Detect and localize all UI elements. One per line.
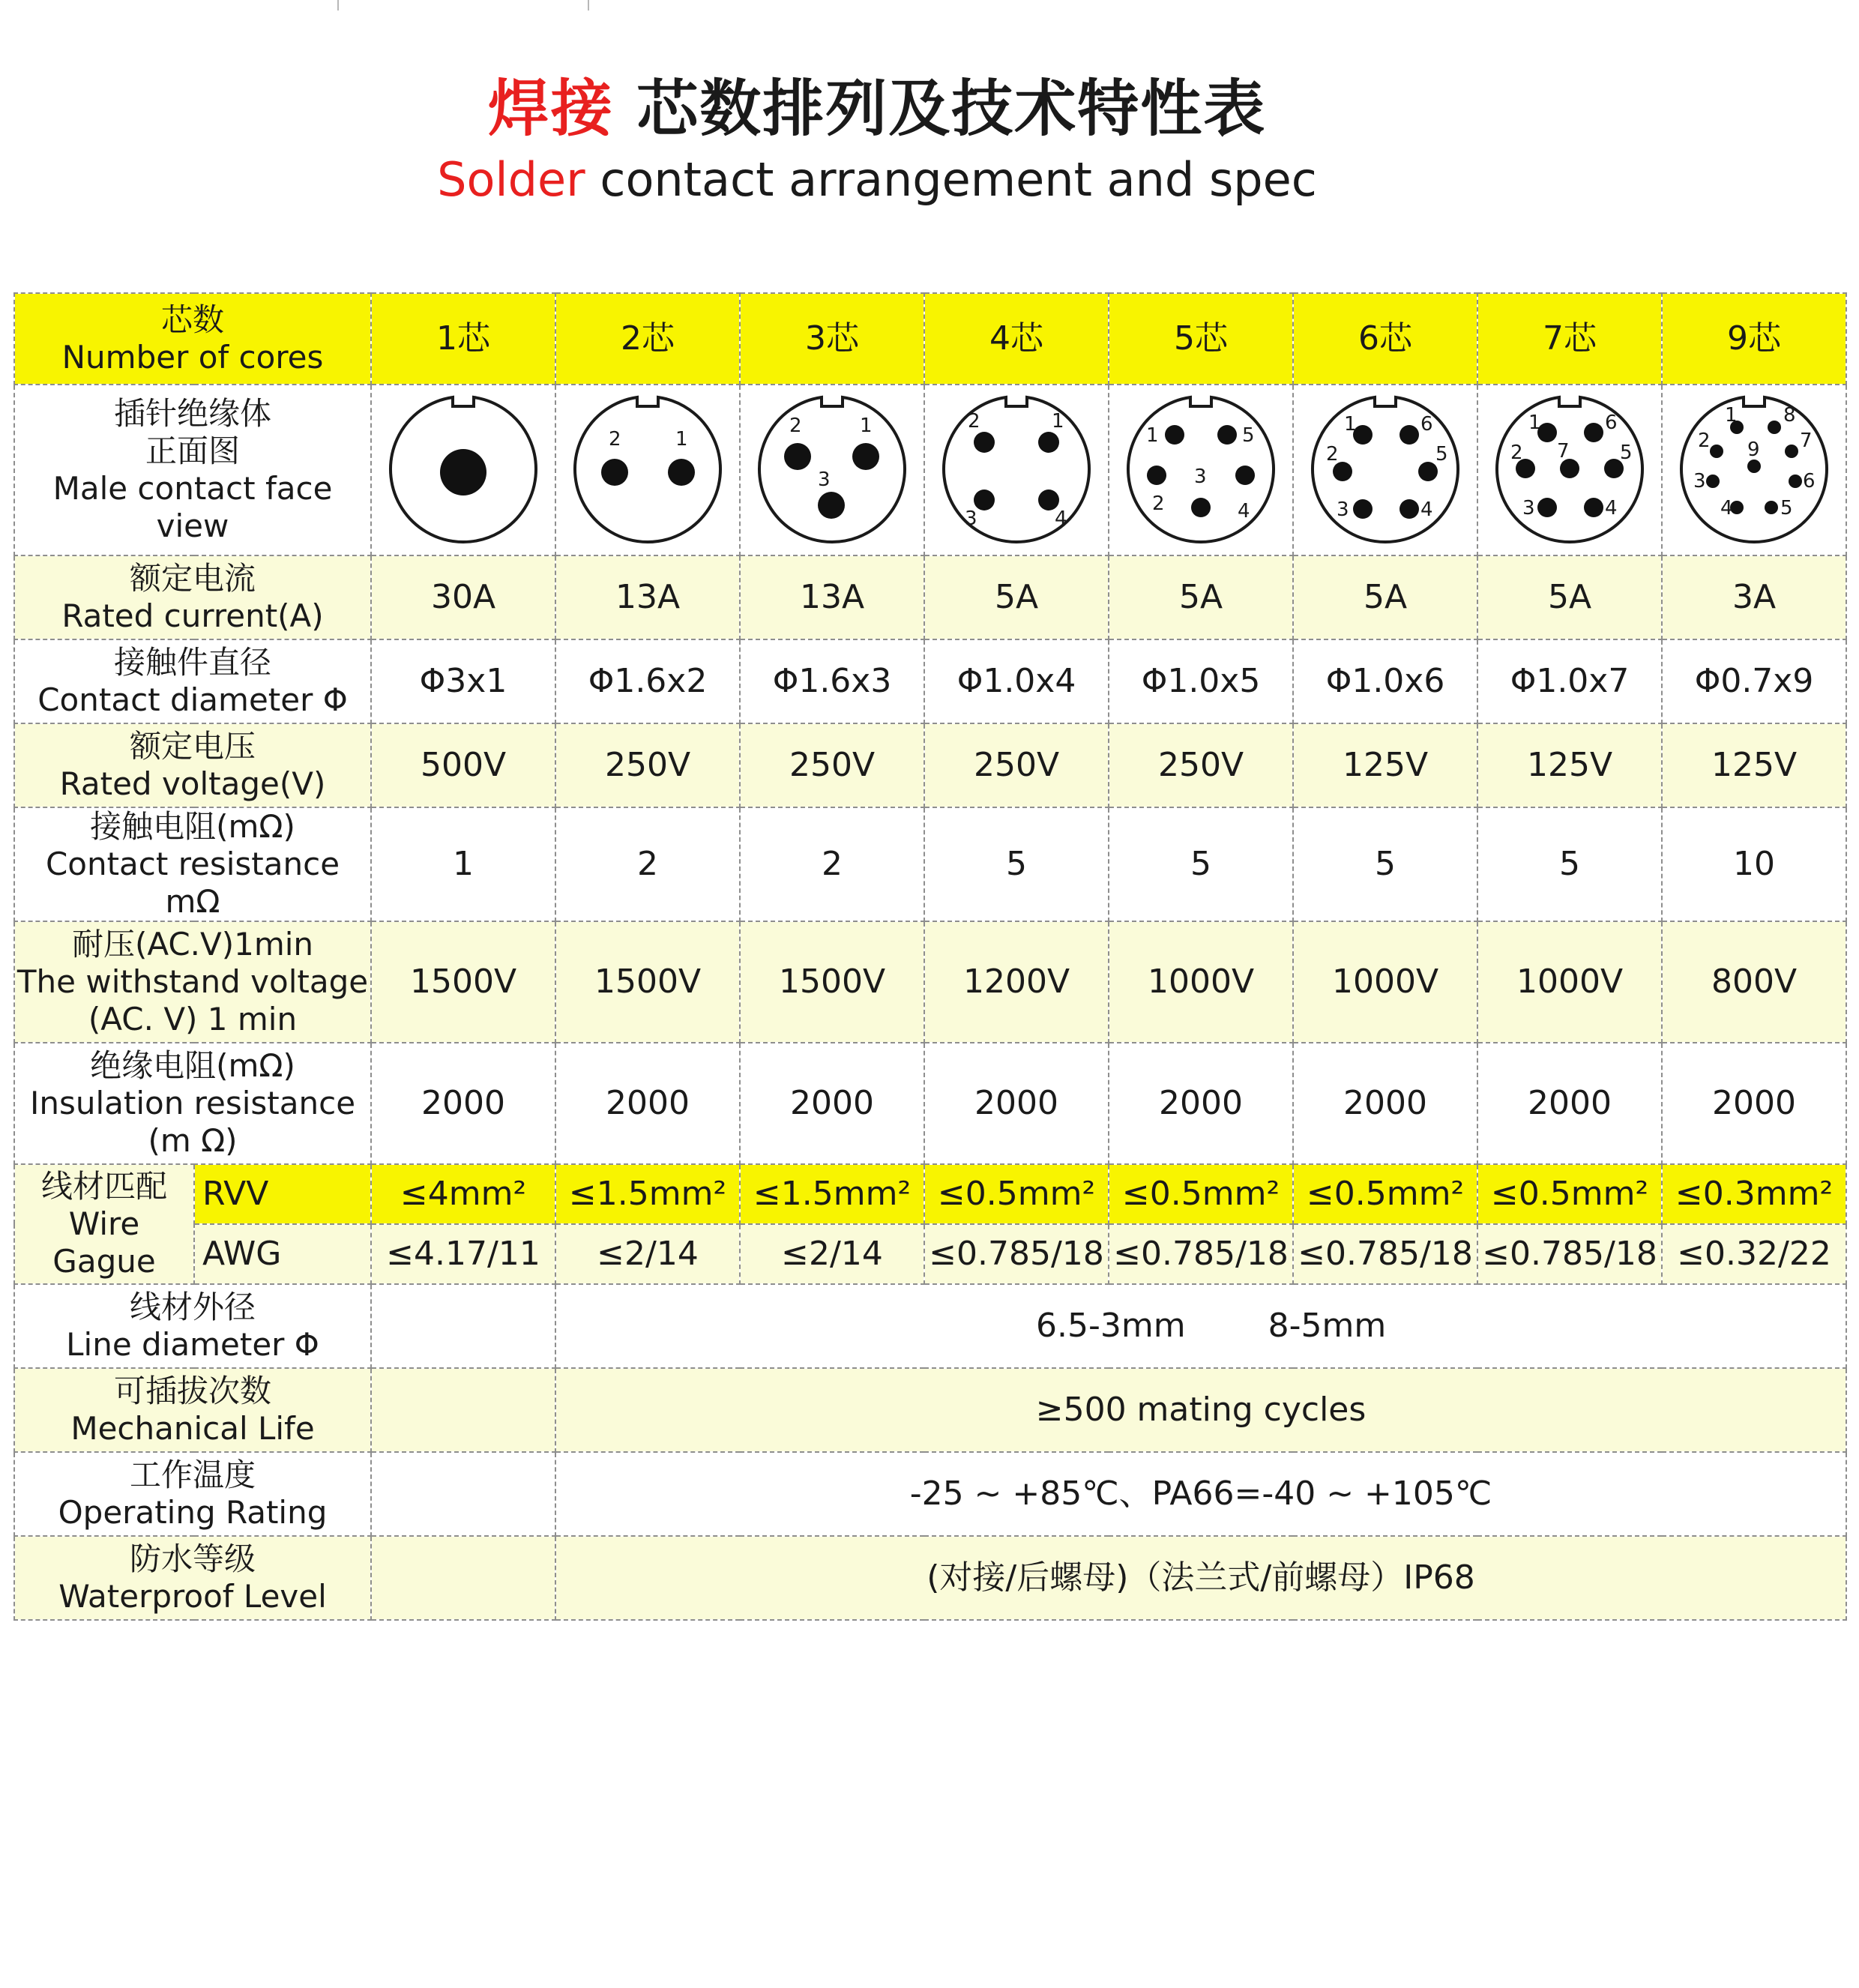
pin [1399, 425, 1419, 445]
rated-current-cell: 5A [1109, 555, 1293, 639]
pin-number: 1 [675, 428, 688, 451]
pin-number: 6 [1803, 470, 1816, 493]
pin-number: 2 [1510, 442, 1523, 464]
rated-voltage-cell: 125V [1477, 723, 1662, 807]
rated-voltage-cell: 500V [371, 723, 555, 807]
pin [1235, 466, 1255, 485]
line-diameter-value [555, 1284, 1846, 1368]
label-line: 绝缘电阻(mΩ) [90, 1047, 295, 1084]
label-zh: 额定电流 [130, 560, 256, 597]
cores-cell: 4芯 [924, 293, 1109, 385]
insulation-resistance-cell: 2000 [1293, 1043, 1477, 1164]
pin-number: 7 [1800, 430, 1813, 452]
withstand-voltage-cell: 1500V [740, 921, 924, 1043]
face-5-core [1109, 385, 1293, 555]
rated-voltage-cell: 125V [1293, 723, 1477, 807]
rvv-cell: ≤0.5mm² [1293, 1164, 1477, 1224]
waterproof-value: (对接/后螺母)（法兰式/前螺母）IP68 [555, 1536, 1846, 1620]
pin [974, 432, 995, 453]
pin-number: 5 [1242, 424, 1255, 447]
pin [1706, 475, 1720, 488]
connector-face-1-icon [385, 391, 542, 549]
rvv-cell: ≤1.5mm² [740, 1164, 924, 1224]
title-chinese-red: 焊接 [487, 73, 614, 145]
rvv-cell: ≤0.3mm² [1662, 1164, 1846, 1224]
label-waterproof-level [14, 1536, 371, 1620]
contact-diameter-cell: Φ0.7x9 [1662, 639, 1846, 723]
label-rated-voltage [14, 723, 371, 807]
pin-number: 7 [1557, 440, 1570, 463]
label-line: 插针绝缘体 [114, 395, 272, 432]
title-chinese [0, 72, 1754, 147]
label-line: 线材匹配 [40, 1168, 167, 1205]
cores-cell: 9芯 [1662, 293, 1846, 385]
row-rated-current [14, 555, 1846, 639]
pin-number: 2 [789, 415, 802, 437]
label-line: (AC. V) 1 min [88, 1001, 298, 1037]
rvv-cell: ≤1.5mm² [555, 1164, 740, 1224]
cores-cell: 2芯 [555, 293, 740, 385]
awg-cell: ≤0.32/22 [1662, 1224, 1846, 1284]
mechanical-life-value: ≥500 mating cycles [555, 1368, 1846, 1452]
contact-diameter-cell: Φ1.0x5 [1109, 639, 1293, 723]
contact-resistance-cell: 5 [1293, 807, 1477, 921]
top-tick-left [337, 0, 339, 10]
contact-diameter-cell: Φ1.0x6 [1293, 639, 1477, 723]
mechanical-life-empty [371, 1368, 555, 1452]
withstand-voltage-cell: 1500V [555, 921, 740, 1043]
pin [1747, 460, 1761, 473]
pin [1217, 425, 1237, 445]
pin [852, 443, 879, 470]
pin-number: 4 [1720, 497, 1733, 519]
pin [1165, 425, 1184, 445]
pin-number: 4 [1055, 507, 1067, 530]
connector-outline [575, 397, 720, 542]
rated-current-cell: 3A [1662, 555, 1846, 639]
row-operating-rating [14, 1452, 1846, 1536]
line-diameter-empty [371, 1284, 555, 1368]
rated-current-cell: 13A [740, 555, 924, 639]
label-line: view [156, 507, 229, 544]
pin [1785, 445, 1798, 458]
face-6-core [1293, 385, 1477, 555]
connector-face-2-icon [569, 391, 726, 549]
pin-number: 3 [1522, 497, 1535, 519]
withstand-voltage-cell: 1000V [1477, 921, 1662, 1043]
rated-current-cell: 5A [924, 555, 1109, 639]
line-diameter-a: 6.5-3mm [1036, 1307, 1186, 1345]
row-rated-voltage [14, 723, 1846, 807]
face-7-core [1477, 385, 1662, 555]
face-2-core [555, 385, 740, 555]
insulation-resistance-cell: 2000 [1662, 1043, 1846, 1164]
face-1-core [371, 385, 555, 555]
contact-resistance-cell: 2 [555, 807, 740, 921]
label-line: Insulation resistance [29, 1085, 356, 1121]
face-4-core [924, 385, 1109, 555]
pin-number: 4 [1605, 497, 1618, 519]
title-english-red: Solder [437, 152, 585, 207]
pin [818, 492, 845, 519]
awg-label: AWG [194, 1224, 371, 1284]
label-rated-current [14, 555, 371, 639]
insulation-resistance-cell: 2000 [1477, 1043, 1662, 1164]
pin-number: 6 [1420, 413, 1433, 436]
row-number-of-cores [14, 293, 1846, 385]
label-zh: 接触电阻(mΩ) [90, 808, 295, 845]
pin [601, 459, 628, 486]
row-mechanical-life [14, 1368, 1846, 1452]
rvv-label: RVV [194, 1164, 371, 1224]
rated-voltage-cell: 250V [1109, 723, 1293, 807]
awg-cell: ≤0.785/18 [1109, 1224, 1293, 1284]
withstand-voltage-cell: 1200V [924, 921, 1109, 1043]
pin [1191, 498, 1211, 517]
cores-cell: 1芯 [371, 293, 555, 385]
pin [1584, 498, 1603, 517]
label-en: Mechanical Life [70, 1410, 315, 1447]
contact-resistance-cell: 5 [924, 807, 1109, 921]
pin-number: 6 [1605, 412, 1618, 434]
label-zh: 接触件直径 [114, 644, 272, 681]
rvv-cell: ≤0.5mm² [1109, 1164, 1293, 1224]
contact-resistance-cell: 5 [1109, 807, 1293, 921]
pin-number: 1 [1725, 404, 1738, 427]
connector-face-5-icon [1122, 391, 1280, 549]
insulation-resistance-cell: 2000 [371, 1043, 555, 1164]
rated-voltage-cell: 250V [555, 723, 740, 807]
label-zh: 额定电压 [130, 728, 256, 765]
label-mechanical-life [14, 1368, 371, 1452]
label-zh: 工作温度 [130, 1457, 256, 1493]
cores-cell: 3芯 [740, 293, 924, 385]
top-tick-right [588, 0, 589, 10]
operating-empty [371, 1452, 555, 1536]
row-contact-resistance [14, 807, 1846, 921]
label-line: Gague [52, 1243, 156, 1280]
contact-resistance-cell: 1 [371, 807, 555, 921]
pin [1789, 475, 1802, 488]
pin [784, 443, 811, 470]
label-number-of-cores [14, 293, 371, 385]
label-contact-resistance [14, 807, 371, 921]
contact-diameter-cell: Φ1.6x3 [740, 639, 924, 723]
pin-number: 5 [1435, 443, 1448, 466]
label-insulation-resistance [14, 1043, 371, 1164]
rated-voltage-cell: 125V [1662, 723, 1846, 807]
label-line-diameter [14, 1284, 371, 1368]
label-en: Waterproof Level [58, 1578, 327, 1615]
pin-number: 9 [1747, 439, 1760, 461]
connector-face-6-icon [1307, 391, 1464, 549]
row-wire-rvv [14, 1164, 1846, 1224]
connector-outline [759, 397, 905, 542]
pin-number: 3 [1194, 466, 1207, 488]
awg-cell: ≤2/14 [555, 1224, 740, 1284]
face-9-core [1662, 385, 1846, 555]
pin [668, 459, 695, 486]
pin-number: 5 [1620, 442, 1633, 464]
contact-resistance-cell: 2 [740, 807, 924, 921]
label-en: Rated voltage(V) [59, 765, 326, 802]
spec-table [13, 292, 1847, 1621]
title-english-black: contact arrangement and spec [585, 152, 1317, 207]
awg-cell: ≤4.17/11 [371, 1224, 555, 1284]
title-chinese-black: 芯数排列及技术特性表 [613, 73, 1267, 145]
connector-face-4-icon [938, 391, 1095, 549]
row-contact-diameter [14, 639, 1846, 723]
insulation-resistance-cell: 2000 [924, 1043, 1109, 1164]
pin-number: 8 [1783, 404, 1796, 427]
label-en: Rated current(A) [61, 597, 324, 634]
pin [1147, 466, 1166, 485]
pin-number: 5 [1780, 497, 1793, 519]
rvv-cell: ≤0.5mm² [924, 1164, 1109, 1224]
row-line-diameter [14, 1284, 1846, 1368]
label-zh: 芯数 [161, 301, 225, 338]
pin-number: 1 [1052, 410, 1064, 433]
label-en: Number of cores [61, 339, 324, 376]
rated-current-cell: 5A [1477, 555, 1662, 639]
cores-cell: 6芯 [1293, 293, 1477, 385]
pin [1710, 445, 1723, 458]
rated-voltage-cell: 250V [740, 723, 924, 807]
insulation-resistance-cell: 2000 [555, 1043, 740, 1164]
label-zh: 线材外径 [130, 1289, 256, 1325]
pin-number: 3 [818, 469, 831, 491]
label-line: 正面图 [145, 433, 241, 469]
label-contact-diameter [14, 639, 371, 723]
withstand-voltage-cell: 1000V [1293, 921, 1477, 1043]
pin-number: 4 [1420, 498, 1433, 521]
pin [1353, 499, 1373, 519]
contact-resistance-cell: 5 [1477, 807, 1662, 921]
label-en: Contact resistance mΩ [45, 846, 340, 920]
pin [1399, 499, 1419, 519]
label-line: (m Ω) [148, 1122, 238, 1159]
label-en: Line diameter Φ [66, 1326, 319, 1363]
pin [1584, 423, 1603, 442]
operating-value: -25 ~ +85℃、PA66=-40 ~ +105℃ [555, 1452, 1846, 1536]
label-en: Operating Rating [58, 1494, 328, 1531]
rvv-cell: ≤4mm² [371, 1164, 555, 1224]
pin-number: 2 [1326, 443, 1339, 466]
insulation-resistance-cell: 2000 [740, 1043, 924, 1164]
awg-cell: ≤2/14 [740, 1224, 924, 1284]
contact-diameter-cell: Φ1.6x2 [555, 639, 740, 723]
connector-face-3-icon [753, 391, 911, 549]
pin [1765, 501, 1778, 514]
rated-current-cell: 13A [555, 555, 740, 639]
pin-number: 2 [1152, 493, 1165, 515]
label-wire-gauge [14, 1164, 194, 1284]
insulation-resistance-cell: 2000 [1109, 1043, 1293, 1164]
label-en: Contact diameter Φ [37, 681, 348, 718]
rated-current-cell: 30A [371, 555, 555, 639]
label-withstand-voltage [14, 921, 371, 1043]
awg-cell: ≤0.785/18 [1293, 1224, 1477, 1284]
pin [1038, 432, 1059, 453]
withstand-voltage-cell: 1500V [371, 921, 555, 1043]
contact-resistance-cell: 10 [1662, 807, 1846, 921]
rvv-cell: ≤0.5mm² [1477, 1164, 1662, 1224]
contact-diameter-cell: Φ1.0x7 [1477, 639, 1662, 723]
connector-face-7-icon [1491, 391, 1648, 549]
label-face-view [14, 385, 371, 555]
pin-number: 3 [1337, 498, 1349, 521]
withstand-voltage-cell: 1000V [1109, 921, 1293, 1043]
pin [1537, 498, 1557, 517]
label-operating-rating [14, 1452, 371, 1536]
rated-voltage-cell: 250V [924, 723, 1109, 807]
cores-cell: 7芯 [1477, 293, 1662, 385]
waterproof-empty [371, 1536, 555, 1620]
title-english [0, 150, 1754, 210]
pin-number: 4 [1238, 500, 1250, 522]
connector-face-9-icon [1675, 391, 1833, 549]
label-zh: 防水等级 [130, 1540, 256, 1577]
pin [440, 449, 486, 496]
face-3-core [740, 385, 924, 555]
rated-current-cell: 5A [1293, 555, 1477, 639]
row-withstand-voltage [14, 921, 1846, 1043]
row-waterproof-level [14, 1536, 1846, 1620]
pin-number: 2 [968, 410, 980, 433]
pin-number: 1 [1528, 412, 1541, 434]
pin-number: 1 [1146, 424, 1159, 447]
pin-number: 2 [609, 428, 621, 451]
awg-cell: ≤0.785/18 [1477, 1224, 1662, 1284]
cores-cell: 5芯 [1109, 293, 1293, 385]
label-line: 耐压(AC.V)1min [71, 926, 314, 963]
pin-number: 3 [965, 507, 977, 530]
withstand-voltage-cell: 800V [1662, 921, 1846, 1043]
contact-diameter-cell: Φ1.0x4 [924, 639, 1109, 723]
pin [1768, 421, 1781, 434]
label-line: Male contact face [52, 470, 333, 507]
pin-number: 1 [860, 415, 873, 437]
pin-number: 1 [1344, 413, 1357, 436]
label-line: Wire [68, 1205, 140, 1242]
label-zh: 可插拔次数 [114, 1373, 272, 1409]
line-diameter-b: 8-5mm [1268, 1307, 1387, 1345]
pin-number: 2 [1698, 430, 1711, 452]
contact-diameter-cell: Φ3x1 [371, 639, 555, 723]
row-insulation-resistance [14, 1043, 1846, 1164]
row-wire-awg [14, 1224, 1846, 1284]
awg-cell: ≤0.785/18 [924, 1224, 1109, 1284]
pin-number: 3 [1693, 470, 1706, 493]
label-line: The withstand voltage [16, 963, 369, 1000]
row-face-view [14, 385, 1846, 555]
